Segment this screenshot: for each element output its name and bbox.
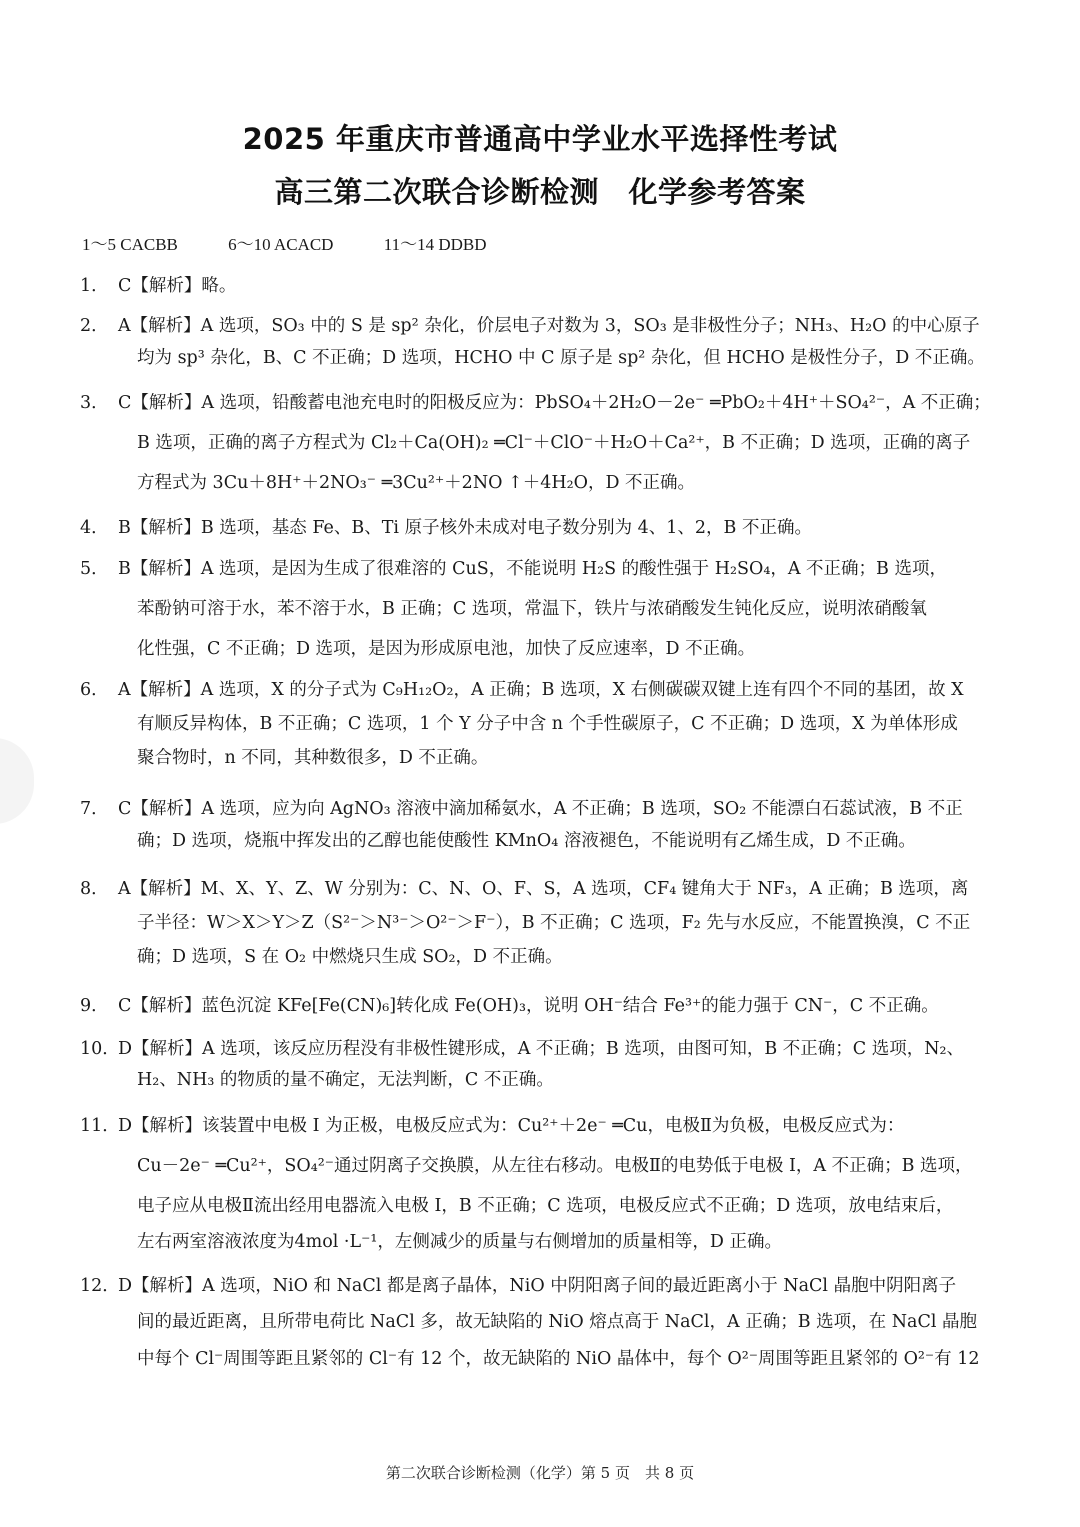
- explanation-text: A【解析】A 选项，X 的分子式为 C₉H₁₂O₂，A 正确；B 选项，X 右侧碳碳双键上连有四个不同的基团，故 X: [118, 680, 964, 700]
- explanation-line: [137, 635, 755, 660]
- explanation-text: 左右两室溶液浓度为4mol ·L⁻¹，左侧减少的质量与右侧增加的质量相等，D 正确。: [137, 1232, 782, 1252]
- explanation-line: [137, 710, 958, 735]
- explanation-text: Cu－2e⁻ ═Cu²⁺，SO₄²⁻通过阴离子交换膜，从左往右移动。电极Ⅱ的电势低于电极 Ⅰ，A 不正确；B 选项，: [137, 1156, 973, 1176]
- explanation-text: C【解析】A 选项，应为向 AgNO₃ 溶液中滴加稀氨水，A 不正确；B 选项，SO₂ 不能漂白石蕊试液，B 不正: [118, 799, 963, 819]
- item-number: 10．: [80, 1039, 120, 1059]
- explanation-text: D【解析】A 选项，NiO 和 NaCl 都是离子晶体，NiO 中阴阳离子间的最近距离小于 NaCl 晶胞中阴阳离子: [118, 1276, 957, 1296]
- explanation-line: [137, 943, 563, 968]
- explanation-text: D【解析】A 选项，该反应历程没有非极性键形成，A 不正确；B 选项，由图可知，B 不正确；C 选项，N₂、: [118, 1039, 965, 1059]
- explanation-line: [137, 344, 985, 369]
- item-number: 11．: [80, 1116, 120, 1136]
- explanation-item: [80, 1035, 964, 1060]
- explanation-text: 确；D 选项，烧瓶中挥发出的乙醇也能使酸性 KMnO₄ 溶液褪色，不能说明有乙烯生成，D 不正确。: [137, 831, 916, 851]
- explanation-text: 电子应从电极Ⅱ流出经用电器流入电极 Ⅰ，B 不正确；C 选项，电极反应式不正确；D 选项，放电结束后，: [137, 1196, 954, 1216]
- explanation-text: C【解析】A 选项，铅酸蓄电池充电时的阳极反应为：PbSO₄＋2H₂O－2e⁻ ═PbO₂＋4H⁺＋SO₄²⁻，A 不正确；: [118, 393, 991, 413]
- item-number: 1．: [80, 276, 109, 296]
- answer-key-group: 11～14 DDBD: [383, 235, 487, 254]
- explanation-text: 均为 sp³ 杂化，B、C 不正确；D 选项，HCHO 中 C 原子是 sp² 杂化，但 HCHO 是极性分子，D 不正确。: [137, 348, 985, 368]
- explanation-line: [137, 1228, 782, 1253]
- explanation-item: [80, 312, 980, 337]
- explanation-line: [137, 1345, 980, 1370]
- explanation-item: [80, 1272, 956, 1297]
- scan-artifact: [0, 738, 34, 824]
- explanation-text: 化性强，C 不正确；D 选项，是因为形成原电池，加快了反应速率，D 不正确。: [137, 639, 756, 659]
- explanation-text: 间的最近距离，且所带电荷比 NaCl 多，故无缺陷的 NiO 熔点高于 NaCl，A 正确；B 选项，在 NaCl 晶胞: [137, 1312, 978, 1332]
- explanation-item: [80, 272, 236, 297]
- explanation-text: C【解析】蓝色沉淀 KFe[Fe(CN)₆]转化成 Fe(OH)₃，说明 OH⁻结合 Fe³⁺的能力强于 CN⁻，C 不正确。: [118, 996, 939, 1016]
- explanation-item: [80, 555, 947, 580]
- explanation-text: A【解析】M、X、Y、Z、W 分别为：C、N、O、F、S，A 选项，CF₄ 键角大于 NF₃，A 正确；B 选项，离: [118, 879, 969, 899]
- explanation-text: 苯酚钠可溶于水，苯不溶于水，B 正确；C 选项，常温下，铁片与浓硝酸发生钝化反应，说明浓硝酸氧: [137, 599, 927, 619]
- explanation-text: 中每个 Cl⁻周围等距且紧邻的 Cl⁻有 12 个，故无缺陷的 NiO 晶体中，每个 O²⁻周围等距且紧邻的 O²⁻有 12: [137, 1349, 980, 1369]
- explanation-text: B【解析】A 选项，是因为生成了很难溶的 CuS，不能说明 H₂S 的酸性强于 H₂SO₄，A 不正确；B 选项，: [118, 559, 947, 579]
- explanation-line: [137, 429, 970, 454]
- page-footer: 第二次联合诊断检测（化学）第 5 页 共 8 页: [385, 1464, 695, 1482]
- item-number: 4．: [80, 518, 109, 538]
- explanation-text: 确；D 选项，S 在 O₂ 中燃烧只生成 SO₂，D 不正确。: [137, 947, 563, 967]
- explanation-line: [137, 1308, 977, 1333]
- item-number: 7．: [80, 799, 109, 819]
- explanation-item: [80, 1112, 904, 1137]
- explanation-text: B【解析】B 选项，基态 Fe、B、Ti 原子核外未成对电子数分别为 4、1、2，B 不正确。: [118, 518, 812, 538]
- explanation-item: [80, 875, 968, 900]
- item-number: 9．: [80, 996, 109, 1016]
- item-number: 3．: [80, 393, 109, 413]
- page-title: 2025 年重庆市普通高中学业水平选择性考试: [242, 122, 838, 156]
- explanation-item: [80, 389, 991, 414]
- explanation-text: 方程式为 3Cu＋8H⁺＋2NO₃⁻ ═3Cu²⁺＋2NO ↑＋4H₂O，D 不正确。: [137, 473, 696, 493]
- explanation-line: [137, 469, 695, 494]
- explanation-line: [137, 1066, 554, 1091]
- explanation-text: C【解析】略。: [118, 276, 237, 296]
- item-number: 6．: [80, 680, 109, 700]
- explanation-item: [80, 992, 939, 1017]
- item-number: 2．: [80, 316, 109, 336]
- answer-key-group: 1～5 CACBB: [82, 235, 178, 254]
- explanation-text: 聚合物时，n 不同，其种数很多，D 不正确。: [137, 748, 489, 768]
- item-number: 12．: [80, 1276, 120, 1296]
- explanation-line: [137, 1152, 973, 1177]
- explanation-line: [137, 595, 927, 620]
- explanation-line: [137, 827, 916, 852]
- explanation-text: 有顺反异构体，B 不正确；C 选项，1 个 Y 分子中含 n 个手性碳原子，C 不正确；D 选项，X 为单体形成: [137, 714, 958, 734]
- explanation-text: D【解析】该装置中电极 Ⅰ 为正极，电极反应式为：Cu²⁺＋2e⁻ ═Cu，电极Ⅱ为负极，电极反应式为：: [118, 1116, 905, 1136]
- explanation-text: B 选项，正确的离子方程式为 Cl₂＋Ca(OH)₂ ═Cl⁻＋ClO⁻＋H₂O＋Ca²⁺，B 不正确；D 选项，正确的离子: [137, 433, 971, 453]
- explanation-text: 子半径：W＞X＞Y＞Z（S²⁻＞N³⁻＞O²⁻＞F⁻），B 不正确；C 选项，F₂ 先与水反应，不能置换溴，C 不正: [137, 913, 971, 933]
- answer-key-group: 6～10 ACACD: [228, 235, 334, 254]
- explanation-line: [137, 909, 970, 934]
- explanation-line: [137, 744, 488, 769]
- explanation-item: [80, 514, 812, 539]
- explanation-item: [80, 676, 964, 701]
- item-number: 8．: [80, 879, 109, 899]
- answer-key: [82, 230, 533, 255]
- explanation-text: H₂、NH₃ 的物质的量不确定，无法判断，C 不正确。: [137, 1070, 554, 1090]
- explanation-text: A【解析】A 选项，SO₃ 中的 S 是 sp² 杂化，价层电子对数为 3，SO₃ 是非极性分子；NH₃、H₂O 的中心原子: [118, 316, 980, 336]
- explanation-line: [137, 1192, 953, 1217]
- item-number: 5．: [80, 559, 109, 579]
- explanation-item: [80, 795, 963, 820]
- page-subtitle: 高三第二次联合诊断检测 化学参考答案: [274, 175, 806, 209]
